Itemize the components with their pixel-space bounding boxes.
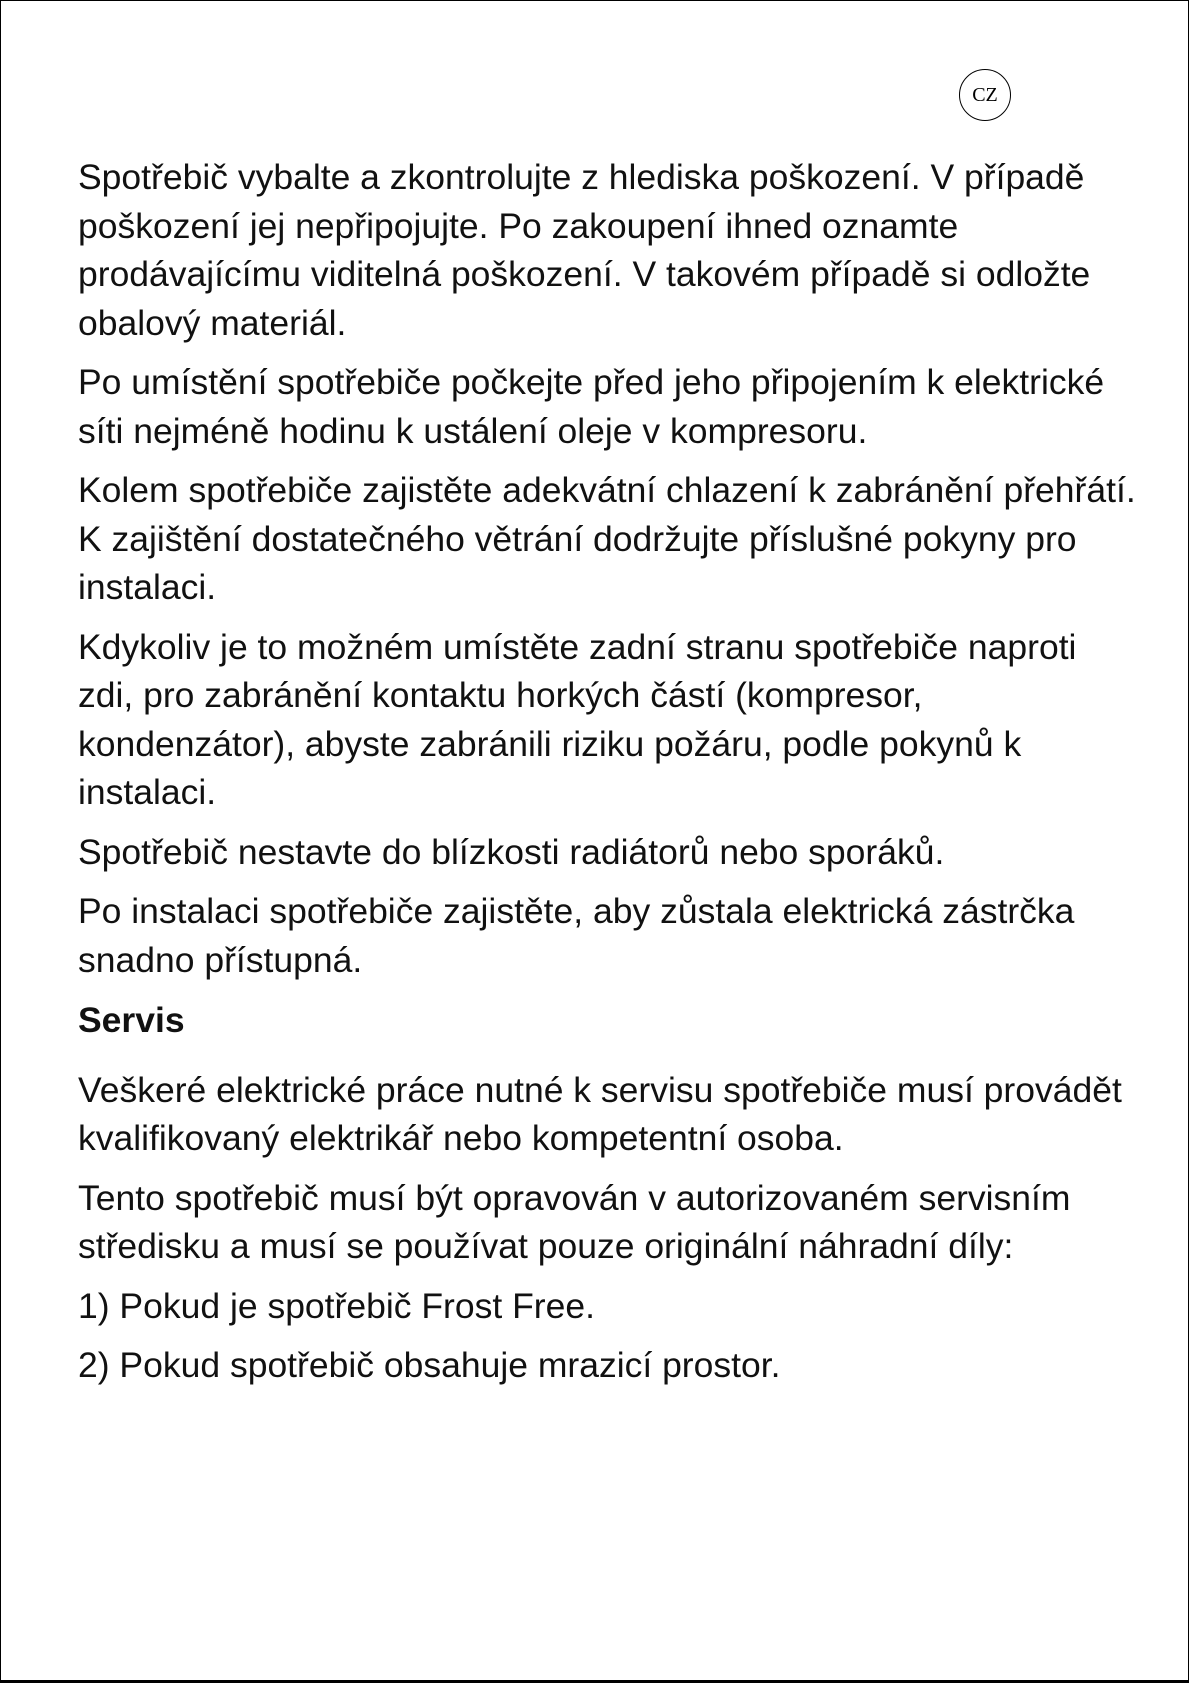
paragraph-plug-access: Po instalaci spotřebiče zajistěte, aby zůstala elektrická zástrčka snadno přístupná.: [78, 891, 1075, 980]
paragraph-service-authorized: Tento spotřebič musí být opravován v autorizovaném servisním středisku a musí se používat pouze originální náhradní díly:: [78, 1177, 1071, 1266]
list-item-frost-free: 1) Pokud je spotřebič Frost Free.: [78, 1285, 595, 1326]
bottom-rule: [1, 1680, 1188, 1682]
list-item-freezer: 2) Pokud spotřebič obsahuje mrazicí prostor.: [78, 1345, 781, 1385]
paragraph-service-electrician: Veškeré elektrické práce nutné k servisu spotřebiče musí provádět kvalifikovaný elektrikář nebo kompetentní osoba.: [78, 1069, 1122, 1158]
section-heading-service: Servis: [78, 1000, 185, 1040]
paragraph-unpack: Spotřebič vybalte a zkontrolujte z hlediska poškození. V případě poškození jej nepřipojujte. Po zakoupení ihned oznamte prodávajícímu viditelná poškození. V takovém případě si odložte obalový materiál.: [78, 157, 1091, 343]
paragraph-ventilation: Kolem spotřebiče zajistěte adekvátní chlazení k zabránění přehřátí. K zajištění dostatečného větrání dodržujte příslušné pokyny pro instalaci.: [78, 470, 1136, 607]
page-content: [78, 153, 1138, 1401]
paragraph-heat-sources: Spotřebič nestavte do blízkosti radiátorů nebo sporáků.: [78, 831, 945, 872]
paragraph-wait-before-connect: Po umístění spotřebiče počkejte před jeho připojením k elektrické síti nejméně hodinu k ustálení oleje v kompresoru.: [78, 362, 1105, 451]
language-badge: CZ: [959, 69, 1011, 121]
paragraph-wall-placement: Kdykoliv je to možném umístěte zadní stranu spotřebiče naproti zdi, pro zabránění kontaktu horkých částí (kompresor, kondenzátor), abyste zabránili riziku požáru, podle pokynů k instalaci.: [78, 626, 1077, 812]
